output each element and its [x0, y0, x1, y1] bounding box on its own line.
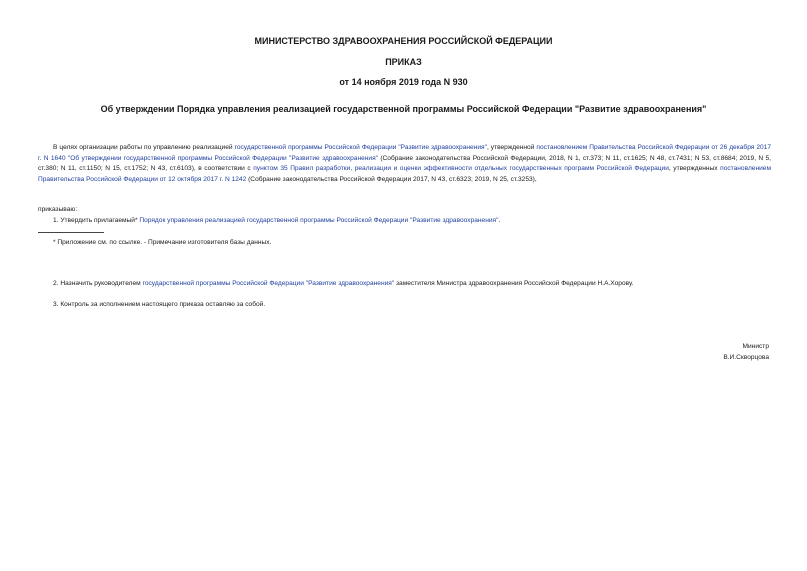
item-3: 3. Контроль за исполнением настоящего приказа оставляю за собой. [53, 301, 266, 308]
footnote: * Приложение см. по ссылке. - Примечание изготовителя базы данных. [53, 239, 272, 246]
item-1 [53, 216, 500, 226]
signature-name: В.И.Скворцова [723, 354, 769, 361]
preamble-text-3: (Собрание законодательства Российской Федерации, 2018, N 1, ст.373; N 11, ст.1625; N 48, ст.7431; N 53, ст.8684; 2019, N 5, ст.380; N 11, ст.1150; N 15, ст.1752; N 43, ст.6103), в соответствии с [38, 154, 772, 172]
ministry-heading: МИНИСТЕРСТВО ЗДРАВООХРАНЕНИЯ РОССИЙСКОЙ ФЕДЕРАЦИИ [254, 36, 553, 46]
link-decree-1242[interactable]: постановлением Правительства Российской Федерации от 12 октября 2017 г. N 1242 [38, 165, 771, 183]
preamble-paragraph [38, 143, 771, 185]
footnote-divider [38, 232, 104, 233]
item-2-suffix: заместителя Министра здравоохранения Российской Федерации Н.А.Хорову. [394, 280, 634, 287]
document-title: Об утверждении Порядка управления реализацией государственной программы Российской Федерации "Развитие здравоохранения" [100, 104, 707, 114]
preamble-text-1: В целях организации работы по управлению реализацией [53, 144, 235, 151]
link-gov-program[interactable]: государственной программы Российской Федерации "Развитие здравоохранения" [234, 144, 487, 151]
item-1-prefix: 1. Утвердить прилагаемый* [53, 217, 140, 224]
doc-type-heading: ПРИКАЗ [385, 57, 422, 67]
item-2-prefix: 2. Назначить руководителем [53, 280, 143, 287]
preamble-text-5: (Собрание законодательства Российской Федерации 2017, N 43, ст.6323; 2019, N 25, ст.3253), [246, 175, 537, 183]
signature-position: Министр [742, 343, 769, 350]
link-decree-1640[interactable]: постановлением Правительства Российской Федерации от 26 декабря 2017 г. N 1640 "Об утверждении государственной программы Российской Федерации "Развитие здравоохранения" [38, 144, 772, 162]
item-2 [53, 279, 633, 289]
item-1-suffix: . [498, 217, 501, 224]
date-number-heading: от 14 ноября 2019 года N 930 [339, 77, 468, 87]
preamble-text-4: , утвержденных [668, 165, 721, 172]
link-management-procedure[interactable]: Порядок управления реализацией государственной программы Российской Федерации "Развитие здравоохранения" [139, 217, 499, 224]
link-gov-program-2[interactable]: государственной программы Российской Федерации "Развитие здравоохранения" [142, 280, 395, 287]
link-rules-item-35[interactable]: пунктом 35 Правил разработки, реализации и оценки эффективности отдельных государственных программ Российской Федерации [253, 165, 669, 172]
preamble-text-2: , утвержденной [486, 144, 537, 151]
orders-word: приказываю: [38, 206, 78, 213]
